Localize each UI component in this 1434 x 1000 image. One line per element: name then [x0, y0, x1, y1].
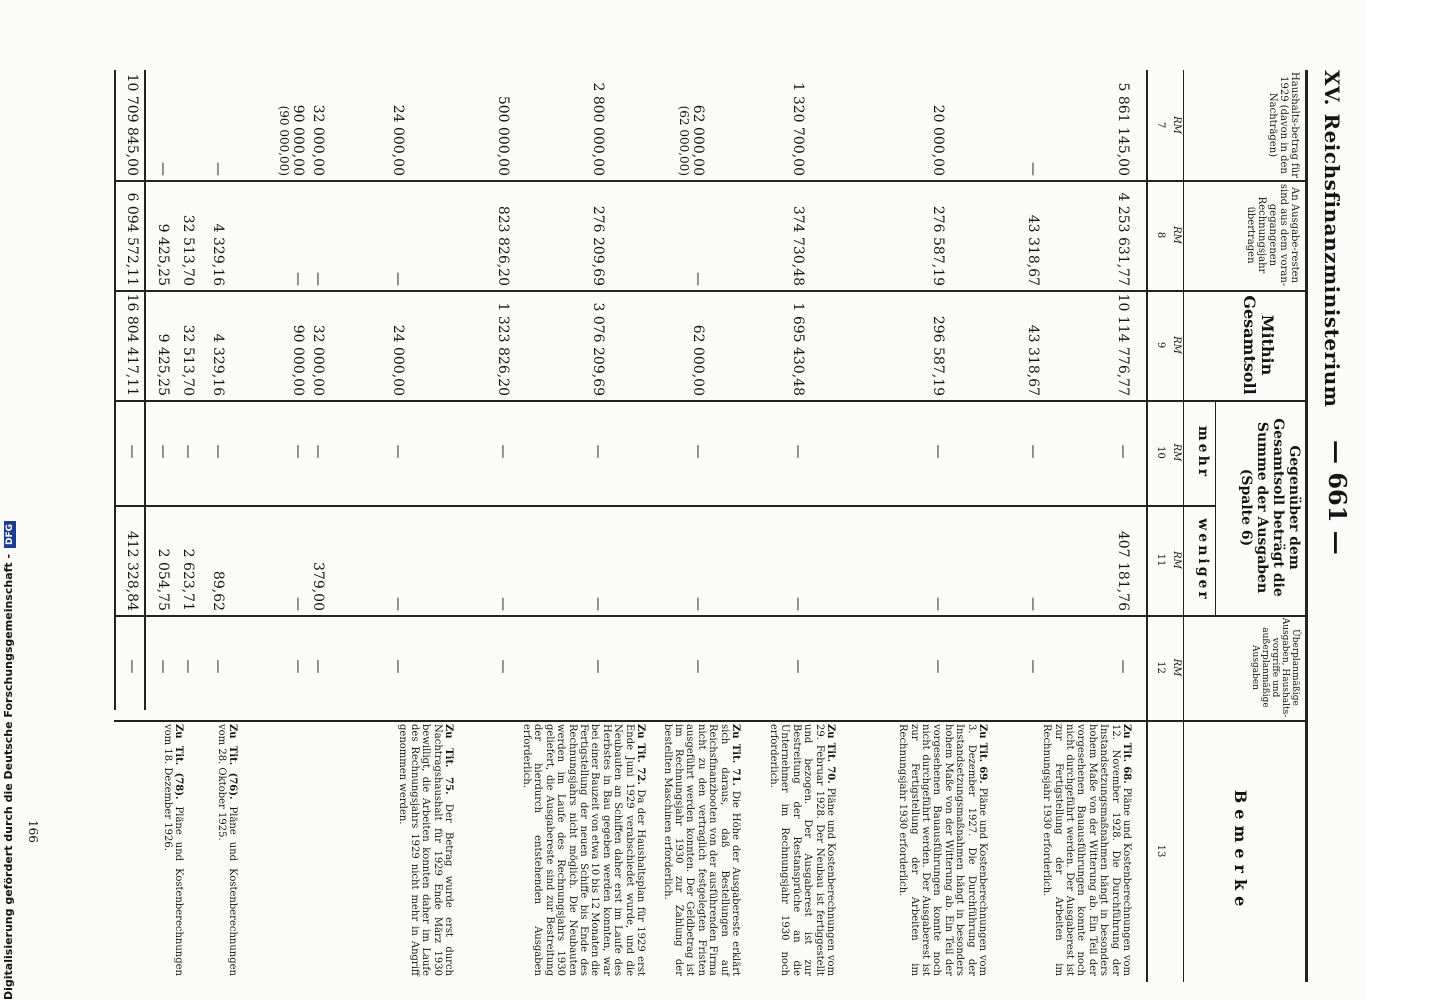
- table-cell: 276 209,69: [590, 205, 606, 286]
- table-cell: 296 587,19: [930, 315, 946, 396]
- section-title: XV. Reichsfinanzministerium: [1320, 70, 1344, 408]
- table-cell: 2 623,71: [180, 548, 196, 611]
- totals-cell: 16 804 417,11: [124, 293, 140, 396]
- table-cell: —: [180, 659, 196, 674]
- table-cell: 89,62: [210, 570, 226, 611]
- totals-cell: 6 094 572,11: [124, 192, 140, 286]
- col8-header: An Ausgabe-resten sind aus dem voran-gegangenen Rechnungsjahr übertragen: [1245, 183, 1300, 287]
- table-cell: 32 000,00: [310, 104, 326, 176]
- table-cell-subvalue: (90 000,00): [277, 105, 291, 176]
- remark-entry: [768, 724, 836, 976]
- table-cell: —: [1025, 659, 1041, 674]
- totals-cell: 10 709 845,00: [124, 73, 140, 176]
- table-cell: —: [790, 444, 806, 459]
- table-cell: —: [495, 597, 511, 611]
- table-cell: —: [310, 272, 326, 286]
- remark-entry: [661, 724, 741, 976]
- remark-lead: Zu Tit. (76).: [227, 724, 238, 800]
- remark-entry: [215, 724, 238, 976]
- table-cell: 374 730,48: [790, 205, 806, 286]
- table-cell: —: [1025, 444, 1041, 459]
- table-cell: 20 000,00: [930, 104, 946, 176]
- totals-cell: —: [124, 659, 140, 674]
- col9-header: Mithin Gesamtsoll: [1240, 295, 1277, 395]
- table-cell: —: [290, 597, 306, 611]
- table-cell: —: [690, 659, 706, 674]
- totals-cell: 412 328,84: [124, 530, 140, 611]
- table-cell: —: [390, 659, 406, 674]
- remark-text: Pläne und Kostenberechnungen vom 12. November 1928. Die Durchführung der Instandsetzungsmaßnahmen hängt in besonders hohem Maße von der Witterung ab. Ein Teil der vorgesehenen Bauausführungen konnte noch nicht durchgeführt werden. Der Ausgaberest ist zur Fertigstellung der Arbeiten im Rechnungsjahr 1930 erforderlich.: [1041, 724, 1132, 976]
- table-cell: 1 695 430,48: [790, 302, 806, 396]
- totals-cell: —: [124, 444, 140, 459]
- table-cell: —: [1115, 444, 1131, 459]
- table-bottom-rule: [114, 70, 116, 710]
- table-cell: —: [690, 272, 706, 286]
- table-cell: 10 114 776,77: [1115, 293, 1131, 396]
- col12-unit: RM: [1171, 658, 1182, 677]
- table-cell: —: [930, 597, 946, 611]
- table-cell: —: [590, 659, 606, 674]
- remark-lead: Zu Tit. 69.: [977, 724, 988, 784]
- table-cell: —: [690, 597, 706, 611]
- remark-lead: Zu Tit. 75.: [443, 724, 454, 795]
- table-cell: —: [290, 444, 306, 459]
- table-cell: —: [210, 444, 226, 459]
- table-cell: 43 318,67: [1025, 214, 1041, 286]
- table-cell: 2 054,75: [155, 548, 171, 611]
- col10-header: mehr: [1195, 425, 1211, 480]
- remark-text: Pläne und Kostenberechnungen vom 29. Februar 1928. Der Neubau ist fertiggestellt und bezogen. Der Ausgaberest ist zur Bestreitung der Restansprüche an die Unternehmer im Rechnungsjahr 1930 noch erforderlich.: [767, 724, 836, 976]
- table-cell: 9 425,25: [155, 223, 171, 286]
- table-cell: —: [155, 444, 171, 459]
- table-cell: 32 000,00: [310, 324, 326, 396]
- remark-text: Pläne und Kostenberechnungen vom 18. Dezember 1926.: [161, 724, 184, 976]
- remark-text: Pläne und Kostenberechnungen vom 3. Dezember 1927. Die Durchführung der Instandsetzungsmaßnahmen hängt in besonders hohem Maße von der Witterung ab. Ein Teil der vorgesehenen Bauausführungen konnte noch nicht durchgeführt werden. Der Ausgaberest ist zur Fertigstellung der Arbeiten im Rechnungsjahr 1930 erforderlich.: [897, 724, 988, 976]
- table-cell: —: [495, 444, 511, 459]
- table-cell: —: [155, 162, 171, 176]
- remark-text: Da der Haushaltsplan für 1929 erst Ende Juni 1929 verabschiedet wurde, und die Neubauten an Schiffen daher erst im Laufe des Herbstes in Bau gegeben werden konnten, war bei einer Bauzeit von etwa 10 bis 12 Monaten die Fertigstellung der neuen Schiffe bis Ende des Rechnungsjahrs nicht möglich. Die Neubauten werden im Laufe des Rechnungsjahrs 1930 geliefert, die Ausgabereste sind zur Bestreitung der hierdurch entstehenden Ausgaben erforderlich.: [520, 724, 646, 976]
- digitization-text: Digitalisierung gefördert durch die Deutsche Forschungsgemeinschaft -: [2, 553, 15, 1000]
- col12-header: Überplanmäßige Ausgaben, Haushalts-vorgriffe und außerplanmäßige Ausgaben: [1250, 617, 1300, 718]
- table-cell: —: [180, 444, 196, 459]
- remark-lead: Zu Tit. 68.: [1121, 724, 1132, 784]
- table-cell: 9 425,25: [155, 333, 171, 396]
- col9-unit: RM: [1171, 336, 1182, 354]
- group-header-rule: [1215, 400, 1216, 615]
- table-cell: 4 253 631,77: [1115, 192, 1131, 286]
- remark-entry: [397, 724, 454, 976]
- col7-unit: RM: [1171, 116, 1182, 134]
- col-divider: [114, 720, 1306, 722]
- unit-rule: [1183, 70, 1184, 982]
- remark-text: Pläne und Kostenberechnungen vom 28. Oktober 1925.: [215, 724, 238, 976]
- table-cell: —: [790, 659, 806, 674]
- table-cell: —: [690, 444, 706, 459]
- table-cell: 32 513,70: [180, 324, 196, 396]
- col13-number: 13: [1155, 844, 1166, 858]
- table-cell: 62 000,00: [690, 104, 706, 176]
- table-cell: —: [210, 162, 226, 176]
- table-cell: 62 000,00: [690, 324, 706, 396]
- remark-entry: [897, 724, 988, 976]
- col11-number: 11: [1155, 553, 1166, 567]
- col11-header: weniger: [1195, 518, 1211, 602]
- table-top-rule: [1305, 70, 1308, 982]
- table-cell: 5 861 145,00: [1115, 82, 1131, 176]
- remark-entry: [1041, 724, 1132, 976]
- table-cell: —: [290, 272, 306, 286]
- remark-lead: Zu Tit. 72.: [635, 724, 646, 785]
- header-bottom-rule: [1147, 70, 1149, 982]
- table-cell: —: [310, 659, 326, 674]
- table-cell: —: [390, 444, 406, 459]
- table-cell: —: [495, 659, 511, 674]
- table-cell: 1 323 826,20: [495, 302, 511, 396]
- col13-header: Bemerke: [1231, 789, 1250, 913]
- table-cell: 32 513,70: [180, 214, 196, 286]
- col8-number: 8: [1155, 231, 1166, 239]
- table-cell: —: [155, 659, 171, 674]
- totals-rule: [145, 70, 147, 710]
- table-cell-subvalue: (62 000,00): [677, 105, 691, 176]
- col12-number: 12: [1155, 661, 1166, 674]
- table-cell: —: [590, 597, 606, 611]
- group-header: Gegenüber dem Gesamtsoll beträgt die Summe der Ausgaben (Spalte 6): [1238, 418, 1302, 597]
- remark-lead: Zu Tit. 70.: [825, 724, 836, 784]
- table-cell: 379,00: [310, 562, 326, 611]
- page-number: — 661 —: [1323, 440, 1352, 555]
- table-cell: 4 329,16: [210, 333, 226, 396]
- col9-number: 9: [1155, 341, 1166, 349]
- col10-number: 10: [1155, 446, 1166, 459]
- remark-entry: [161, 724, 184, 976]
- table-cell: —: [290, 659, 306, 674]
- table-cell: —: [1115, 659, 1131, 674]
- table-cell: —: [390, 597, 406, 611]
- table-cell: 43 318,67: [1025, 324, 1041, 396]
- remark-text: Der Betrag wurde erst durch Nachtragshaushalt für 1929 Ende März 1930 bewilligt, die Arbeiten konnten daher im Laufe des Rechnungsjahrs 1929 nicht mehr in Angriff genommen werden.: [397, 724, 454, 976]
- col10-unit: RM: [1171, 443, 1182, 462]
- remark-lead: Zu Tit. (78).: [173, 724, 184, 800]
- table-cell: 24 000,00: [390, 104, 406, 176]
- table-cell: 4 329,16: [210, 223, 226, 286]
- digitization-note: [2, 0, 16, 1000]
- table-cell: —: [210, 659, 226, 674]
- remark-lead: Zu Tit. 71.: [730, 724, 741, 786]
- col7-number: 7: [1155, 121, 1166, 129]
- table-cell: —: [790, 597, 806, 611]
- table-cell: —: [1025, 597, 1041, 611]
- col7-header: Haushalts-betrag für 1929 (davon in den Nachträgen): [1267, 72, 1300, 178]
- remark-text: Die Höhe der Ausgabereste erklärt sich daraus, daß Bestellungen auf Reichsfinanzbooten von der ausführenden Firma nicht zu den vertraglich festgelegten Fristen ausgeführt werden konnten. Der Geldbetrag ist im Rechnungsjahr 1930 zur Zahlung der bestellten Maschinen erforderlich.: [661, 724, 741, 976]
- table-cell: 90 000,00: [290, 104, 306, 176]
- table-cell: —: [1025, 162, 1041, 176]
- table-cell: 1 320 700,00: [790, 82, 806, 176]
- table-cell: 3 076 209,69: [590, 302, 606, 396]
- table-cell: 407 181,76: [1115, 530, 1131, 611]
- col8-unit: RM: [1171, 226, 1182, 244]
- remark-entry: [521, 724, 646, 976]
- table-cell: 24 000,00: [390, 324, 406, 396]
- table-cell: —: [930, 659, 946, 674]
- table-cell: 500 000,00: [495, 95, 511, 176]
- footer-number: 166: [26, 820, 40, 843]
- table-cell: —: [310, 444, 326, 459]
- table-cell: 823 826,20: [495, 205, 511, 286]
- table-cell: 276 587,19: [930, 205, 946, 286]
- col-divider: [114, 505, 1216, 507]
- col11-unit: RM: [1171, 551, 1182, 569]
- table-cell: 90 000,00: [290, 324, 306, 396]
- table-cell: —: [590, 444, 606, 459]
- dfg-logo: DFG: [4, 521, 16, 548]
- table-cell: 2 800 000,00: [590, 82, 606, 176]
- table-cell: —: [390, 272, 406, 286]
- table-cell: —: [930, 444, 946, 459]
